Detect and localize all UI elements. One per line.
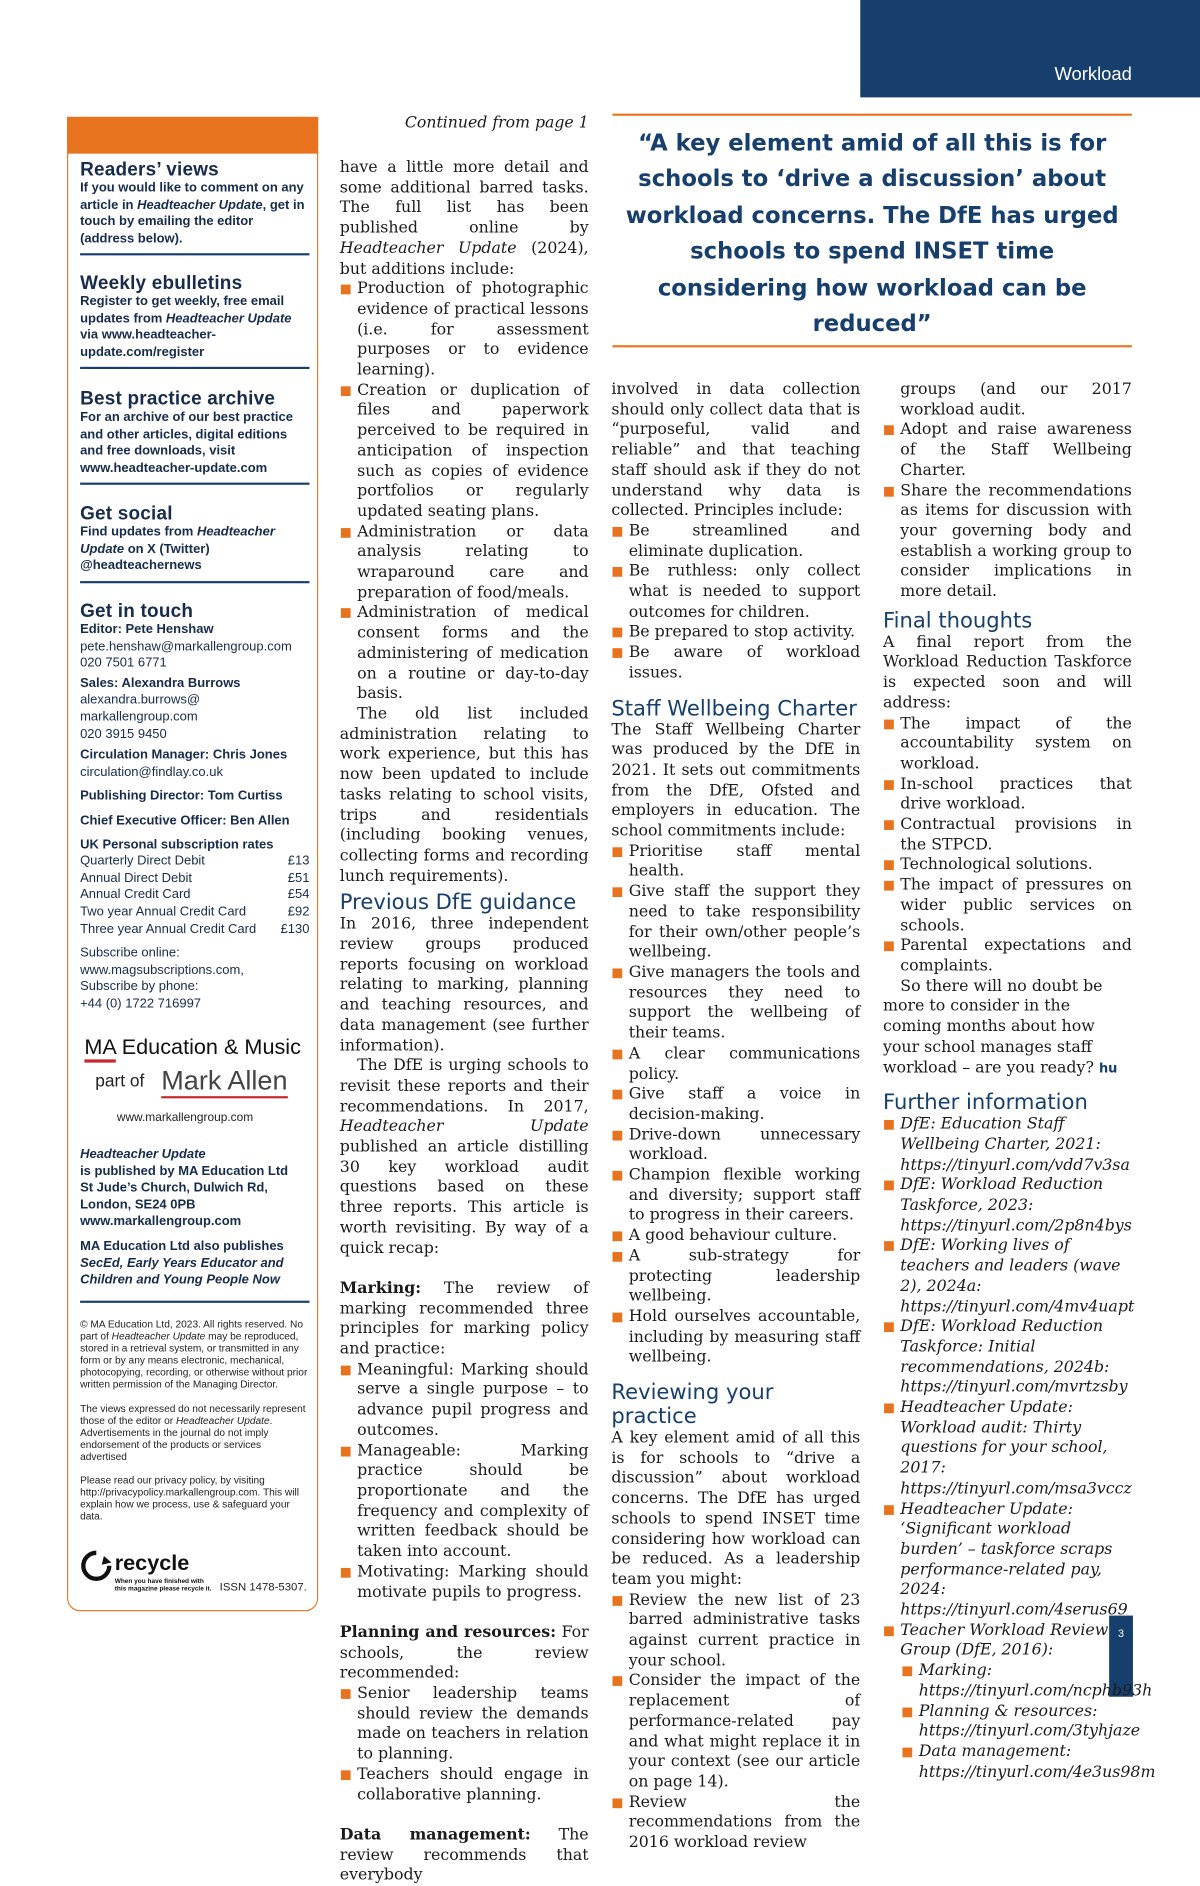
social-text: Find updates from Headteacher Update on X (Twitter) @headteachernews — [80, 523, 275, 573]
list-item: Give managers the tools and resources they need to support the wellbeing of their teams. — [611, 963, 860, 1044]
rate-row: Three year Annual Credit Card £130 — [80, 920, 310, 936]
list-item: Administration of medical consent forms and the administering of medication on a routine or day-to-day basis. — [340, 603, 589, 704]
sales-email-line2: markallengroup.com — [80, 708, 198, 724]
heading-reviewing-practice: Reviewing your practice — [611, 1379, 774, 1429]
list-subitem[interactable]: Data management: https://tinyurl.com/4e3us98m — [883, 1742, 1132, 1782]
list-item: Hold ourselves accountable, including by measuring staff wellbeing. — [611, 1307, 860, 1368]
barred-tasks-list — [340, 279, 589, 704]
list-item: Manageable: Marking practice should be proportionate and the frequency and complexity of written feedback should be taken into account. — [340, 1441, 589, 1562]
archive-section — [80, 388, 309, 485]
heading-further-information: Further information — [882, 1089, 1088, 1115]
rate-row: Annual Credit Card £54 — [80, 886, 310, 902]
list-item: Prioritise staff mental health. — [611, 842, 860, 882]
continued-from-note: Continued from page 1 — [404, 114, 589, 133]
list-item: Teachers should engage in collaborative planning. — [340, 1765, 589, 1805]
copyright-notice — [80, 1318, 309, 1522]
rates-table — [80, 853, 309, 937]
publishing-director: Publishing Director: Tom Curtiss — [80, 788, 283, 804]
sidebar-box — [67, 117, 318, 1611]
circulation-email: circulation@findlay.co.uk — [80, 763, 223, 779]
social-title: Get social — [80, 502, 173, 524]
list-item: Parental expectations and complaints. — [883, 936, 1132, 976]
pull-quote-text: “A key element amid of all this is for schools to ‘drive a discussion’ about workload concerns. The DfE has urged schools to spend INSET time considering how workload can be reduced” — [625, 129, 1119, 337]
list-item: Be prepared to stop activity. — [611, 623, 860, 643]
subscribe-online-url[interactable]: www.magsubscriptions.com, — [80, 961, 244, 977]
sales-name: Sales: Alexandra Burrows — [80, 674, 241, 691]
subscribe-online-label: Subscribe online: — [80, 944, 180, 960]
ebulletins-section — [80, 273, 309, 370]
mark-allen-logo: Mark Allen — [161, 1066, 287, 1098]
recycle-word: recycle — [114, 1551, 190, 1576]
list-item: Give staff the support they need to take responsibility for their own/other people’s wellbeing. — [611, 882, 860, 963]
paragraph: In 2016, three independent review groups produced reports focusing on workload relating to marking, planning and teaching resources, and data management (see further information). — [339, 914, 589, 1055]
heading-previous-guidance: Previous DfE guidance — [339, 889, 577, 915]
contact-section — [80, 601, 309, 1013]
divider — [80, 367, 309, 369]
recycle-icon — [80, 1550, 112, 1582]
subscribe-phone: +44 (0) 1722 716997 — [80, 995, 202, 1011]
archive-title: Best practice archive — [80, 387, 276, 410]
subscribe-phone-label: Subscribe by phone: — [80, 978, 199, 994]
list-item: Adopt and raise awareness of the Staff Wellbeing Charter. — [883, 420, 1132, 481]
list-item: Review the recommendations from the 2016 workload review — [611, 1793, 860, 1854]
list-item: Be streamlined and eliminate duplication. — [611, 521, 860, 561]
list-item: Give staff a voice in decision-making. — [611, 1084, 860, 1124]
list-item[interactable]: Headteacher Update: Workload audit: Thirty questions for your school, 2017: https://tinyurl.com/msa3vccz — [883, 1398, 1132, 1499]
planning-list — [340, 1684, 589, 1805]
paragraph: Planning and resources: For schools, the review recommended: — [339, 1623, 589, 1682]
paragraph: So there will no doubt be more to consider in the coming months about how your school manages staff workload – are you ready? hu — [882, 976, 1118, 1077]
heading-final-thoughts: Final thoughts — [882, 607, 1033, 633]
list-item[interactable]: Headteacher Update: ‘Significant workload burden’ – taskforce scraps performance-related pay, 2024: https://tinyurl.com/4serus69 — [883, 1499, 1132, 1620]
social-section — [80, 503, 309, 583]
archive-text: For an archive of our best practice and other articles, digital editions and free downloads, visit www.headteacher-update.com — [80, 409, 293, 475]
heading-staff-wellbeing: Staff Wellbeing Charter — [611, 695, 857, 721]
list-item: Drive-down unnecessary workload. — [611, 1125, 860, 1165]
rate-row: Annual Direct Debit £51 — [80, 869, 310, 885]
list-item: In-school practices that drive workload. — [883, 774, 1132, 814]
sales-phone: 020 3915 9450 — [80, 725, 167, 741]
sidebar-orange-bar — [67, 117, 318, 154]
mark-allen-url: www.markallengroup.com — [116, 1111, 254, 1125]
publisher-info: Headteacher Update is published by MA Education Ltd St Jude’s Church, Dulwich Rd, London, SE24 0PB www.markallengroup.com MA Education Ltd also publishes SecEd, Early Years Educator and Children and Young People Now — [80, 1146, 309, 1303]
review-actions-list — [611, 1590, 860, 1853]
column-3 — [882, 379, 1156, 1783]
continued-list — [883, 420, 1132, 602]
editor-email: pete.henshaw@markallengroup.com — [80, 637, 292, 654]
readers-views-section — [80, 159, 309, 256]
list-item: Review the new list of 23 barred administrative tasks against current practice in your school. — [611, 1590, 860, 1671]
rate-row: Two year Annual Credit Card £92 — [80, 903, 310, 919]
paragraph: The old list included administration relating to work experience, but this has now been updated to include tasks relating to school visits, trips and residentials (including booking venues, collecting forms and recording lunch requirements). — [339, 704, 589, 885]
list-item: Production of photographic evidence of practical lessons (i.e. for assessment purposes or to evidence learning). — [340, 279, 589, 380]
paragraph: The DfE is urging schools to revisit these reports and their recommendations. In 2017, Headteacher Update published an article distilling 30 key workload audit questions based on these three reports. This article is worth revisiting. By way of a quick recap: — [339, 1056, 589, 1257]
rates-title: UK Personal subscription rates — [80, 835, 274, 852]
ceo: Chief Executive Officer: Ben Allen — [80, 812, 290, 828]
paragraph: Marking: The review of marking recommended three principles for marking policy and practice: — [339, 1278, 589, 1359]
list-item: The impact of pressures on wider public services on schools. — [883, 876, 1132, 937]
end-mark-icon: hu — [1098, 1059, 1118, 1076]
list-item: A good behaviour culture. — [611, 1226, 860, 1246]
recycle-block — [80, 1550, 309, 1600]
divider — [80, 1300, 309, 1302]
list-item[interactable]: DfE: Workload Reduction Taskforce, 2023: https://tinyurl.com/2p8n4bys — [883, 1175, 1132, 1236]
issn: ISSN 1478-5307. — [219, 1580, 307, 1594]
divider — [80, 581, 309, 583]
part-of-label: part of — [95, 1072, 145, 1091]
page-number: 3 — [1118, 1628, 1125, 1641]
list-item: Administration or data analysis relating to wraparound care and preparation of food/meals. — [340, 522, 589, 603]
contact-title: Get in touch — [80, 599, 194, 622]
further-info-list — [883, 1114, 1156, 1783]
pull-quote — [612, 114, 1131, 348]
recycle-note: When you have finished with this magazine please recycle it. — [114, 1578, 212, 1593]
list-item: A clear communications policy. — [611, 1044, 860, 1084]
list-item: Share the recommendations as items for discussion with your governing body and establish a working group to consider implications in more detail. — [883, 481, 1132, 602]
paragraph: groups (and our 2017 workload audit. — [900, 379, 1132, 419]
divider — [80, 254, 309, 256]
privacy-note: Please read our privacy policy, by visiting http://privacypolicy.markallengroup.com. This will explain how we process, use & safeguard your data. — [80, 1473, 300, 1522]
list-item: Contractual provisions in the STPCD. — [883, 815, 1132, 855]
list-subitem[interactable]: Marking: https://tinyurl.com/ncphb93h — [883, 1661, 1132, 1701]
list-item: Motivating: Marking should motivate pupils to progress. — [340, 1562, 589, 1602]
list-item: Senior leadership teams should review the demands made on teachers in relation to planning. — [340, 1684, 589, 1765]
ebulletins-title: Weekly ebulletins — [80, 271, 243, 294]
copyright-text: © MA Education Ltd, 2023. All rights reserved. No part of Headteacher Update may be reproduced, stored in a retrieval system, or transmitted in any form or by any means electronic, mechanical, photocopying, recording, or otherwise without prior written permission of the Managing Director. — [80, 1317, 308, 1390]
section-header-tab — [860, 0, 1200, 97]
readers-views-text: If you would like to comment on any article in Headteacher Update, get in touch by emailing the editor (address below). — [80, 179, 305, 246]
views-disclaimer: The views expressed do not necessarily represent those of the editor or Headteacher Update. Advertisements in the journal do not imply endorsement of the products or services advertised — [80, 1401, 306, 1462]
list-item: Champion flexible working and diversity; support staff to progress in their careers. — [611, 1165, 860, 1226]
list-item: Consider the impact of the replacement of performance-related pay and what might replace it in your context (see our article on page 14). — [611, 1671, 860, 1792]
list-item: Creation or duplication of files and paperwork perceived to be required in anticipation of inspection such as copies of evidence portfolios or regularly updated seating plans. — [340, 381, 589, 523]
paragraph: A key element amid of all this is for schools to “drive a discussion” about workload concerns. The DfE has urged schools to spend INSET time considering how workload can be reduced. As a leadership team you might: — [611, 1428, 861, 1589]
list-item: The impact of the accountability system on workload. — [883, 714, 1132, 775]
column-1 — [340, 158, 589, 1886]
taskforce-topics-list — [883, 714, 1132, 977]
list-item: Be aware of workload issues. — [611, 643, 860, 683]
list-item[interactable]: DfE: Education Staff Wellbeing Charter, 2021: https://tinyurl.com/vdd7v3sa — [883, 1115, 1132, 1176]
list-item: A sub-strategy for protecting leadership wellbeing. — [611, 1246, 860, 1307]
ebulletins-text: Register to get weekly, free email updates from Headteacher Update via www.headteacher-update.com/register — [80, 293, 292, 360]
list-subitem[interactable]: Planning & resources: https://tinyurl.com/3tyhjaze — [883, 1702, 1132, 1742]
column-2 — [611, 380, 860, 1854]
editor-phone: 020 7501 6771 — [80, 654, 167, 671]
paragraph: The Staff Wellbeing Charter was produced by the DfE in 2021. It sets out commitments from the DfE, Ofsted and employers in education. The school commitments include: — [611, 720, 861, 840]
paragraph: involved in data collection should only collect data that is “purposeful, valid and reliable” and that teaching staff should ask if they do not understand why data is collected. Principles include: — [611, 379, 861, 520]
list-item: Meaningful: Marking should serve a single purpose – to advance pupil progress and outcomes. — [340, 1360, 589, 1441]
data-principles-list — [611, 521, 860, 683]
editor-name: Editor: Pete Henshaw — [80, 621, 214, 637]
paragraph: Data management: The review recommends that everybody — [339, 1825, 589, 1885]
charter-commitments-list — [611, 842, 860, 1368]
paragraph: A final report from the Workload Reduction Taskforce is expected soon and will address: — [882, 632, 1132, 712]
marking-list — [340, 1360, 589, 1603]
list-item[interactable]: DfE: Working lives of teachers and leaders (wave 2), 2024a: https://tinyurl.com/4mv4uapt — [883, 1236, 1132, 1317]
paragraph: have a little more detail and some additional barred tasks. The full list has been published online by Headteacher Update (2024), but additions include: — [339, 157, 589, 278]
list-item: Teacher Workload Review Group (DfE, 2016): — [883, 1621, 1132, 1661]
list-item[interactable]: DfE: Workload Reduction Taskforce: Initial recommendations, 2024b: https://tinyurl.com/mvrtzsby — [883, 1317, 1132, 1398]
readers-views-title: Readers’ views — [80, 157, 219, 180]
sales-email-line1: alexandra.burrows@ — [80, 691, 201, 708]
rate-row: Quarterly Direct Debit £13 — [80, 852, 310, 868]
ma-logo — [80, 1036, 309, 1133]
ma-logo-wordmark: MA Education & Music — [84, 1036, 301, 1061]
list-item: Be ruthless: only collect what is needed to support outcomes for children. — [611, 562, 860, 623]
list-item: Technological solutions. — [883, 855, 1132, 875]
circulation-name: Circulation Manager: Chris Jones — [80, 746, 288, 762]
section-label: Workload — [1054, 63, 1132, 85]
divider — [80, 483, 309, 485]
